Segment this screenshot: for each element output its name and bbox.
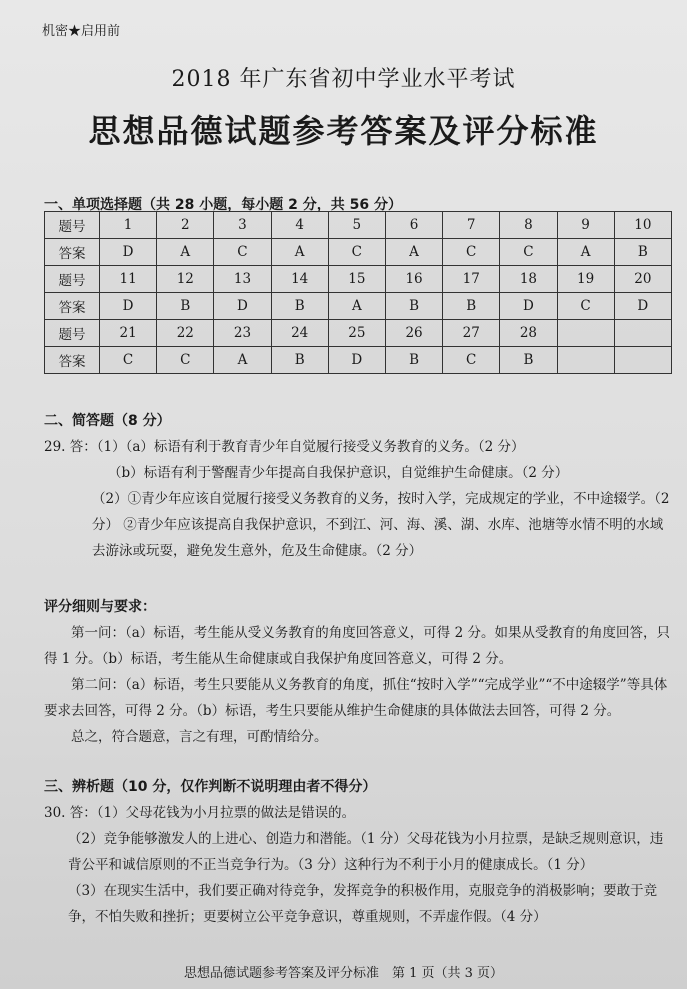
table-cell: [614, 320, 671, 347]
q29-b: （b）标语有利于警醒青少年提高自我保护意识，自觉维护生命健康。（2 分）: [108, 465, 569, 481]
table-cell: 20: [614, 266, 671, 293]
table-cell: 14: [271, 266, 328, 293]
grading-title: 评分细则与要求：: [44, 599, 156, 615]
table-cell: B: [385, 347, 442, 374]
grading-p2: 第二问：（a）标语，考生只要能从义务教育的角度，抓住“按时入学”“完成学业”“不中途辍学”等具体要求去回答，可得 2 分。（b）标语，考生只要能从维护生命健康的具体做法去回答，可得 2 分。: [44, 677, 668, 719]
section2: [44, 408, 672, 564]
section2-title: 二、简答题（8 分）: [44, 413, 171, 429]
q29-a: 29. 答：（1）（a）标语有利于教育青少年自觉履行接受义务教育的义务。（2 分）: [44, 439, 525, 455]
table-cell: 10: [614, 212, 671, 239]
table-cell: A: [385, 239, 442, 266]
table-cell: B: [443, 293, 500, 320]
table-cell: C: [443, 347, 500, 374]
page-footer: 思想品德试题参考答案及评分标准 第 1 页（共 3 页）: [183, 966, 504, 981]
table-cell: B: [271, 347, 328, 374]
table-cell: 13: [214, 266, 271, 293]
table-cell: 6: [385, 212, 442, 239]
table-row-header: 题号: [45, 212, 100, 239]
table-cell: 1: [100, 212, 157, 239]
table-row: [45, 347, 672, 374]
table-cell: 19: [557, 266, 614, 293]
table-cell: C: [557, 293, 614, 320]
table-row-header: 答案: [45, 239, 100, 266]
table-cell: 11: [100, 266, 157, 293]
table-row: [45, 266, 672, 293]
table-cell: B: [157, 293, 214, 320]
answer-table: [44, 211, 672, 374]
q30-3: （3）在现实生活中，我们要正确对待竞争，发挥竞争的积极作用，克服竞争的消极影响；要敢于竞争，不怕失败和挫折；更要树立公平竞争意识，尊重规则，不弄虚作假。（4 分）: [68, 883, 658, 925]
table-cell: D: [328, 347, 385, 374]
table-cell: D: [100, 293, 157, 320]
table-cell: C: [500, 239, 557, 266]
table-cell: [614, 347, 671, 374]
table-cell: 27: [443, 320, 500, 347]
table-cell: 17: [443, 266, 500, 293]
table-cell: B: [385, 293, 442, 320]
table-row: [45, 293, 672, 320]
table-cell: B: [614, 239, 671, 266]
table-cell: A: [271, 239, 328, 266]
table-cell: 15: [328, 266, 385, 293]
grading-p3: 总之，符合题意，言之有理，可酌情给分。: [71, 729, 328, 745]
table-cell: D: [614, 293, 671, 320]
secret-label: 机密★启用前: [42, 24, 121, 39]
table-row-header: 答案: [45, 347, 100, 374]
table-cell: C: [328, 239, 385, 266]
q30-2: （2）竞争能够激发人的上进心、创造力和潜能。（1 分）父母花钱为小月拉票，是缺乏规则意识，违背公平和诚信原则的不正当竞争行为。（3 分）这种行为不利于小月的健康成长。（1 分）: [68, 831, 664, 873]
table-cell: B: [271, 293, 328, 320]
exam-title: 2018 年广东省初中学业水平考试: [171, 67, 516, 92]
q29-c: （2）①青少年应该自觉履行接受义务教育的义务，按时入学，完成规定的学业，不中途辍学。（2 分） ②青少年应该提高自我保护意识，不到江、河、海、溪、湖、水库、池塘等水情不明的水域去游泳或玩耍，避免发生意外，危及生命健康。（2 分）: [92, 491, 670, 559]
table-cell: A: [557, 239, 614, 266]
section3-title: 三、辨析题（10 分，仅作判断不说明理由者不得分）: [44, 779, 377, 795]
table-cell: 16: [385, 266, 442, 293]
table-cell: 8: [500, 212, 557, 239]
grading-p1: 第一问：（a）标语，考生能从受义务教育的角度回答意义，可得 2 分。如果从受教育的角度回答，只得 1 分。（b）标语，考生能从生命健康或自我保护角度回答意义，可得 2 分。: [44, 625, 670, 667]
table-cell: C: [214, 239, 271, 266]
table-cell: 3: [214, 212, 271, 239]
table-cell: 4: [271, 212, 328, 239]
table-row: [45, 320, 672, 347]
table-cell: A: [214, 347, 271, 374]
table-cell: [557, 320, 614, 347]
table-cell: C: [157, 347, 214, 374]
q30-1: 30. 答：（1）父母花钱为小月拉票的做法是错误的。: [44, 805, 356, 821]
table-cell: 2: [157, 212, 214, 239]
table-row-header: 答案: [45, 293, 100, 320]
table-cell: 28: [500, 320, 557, 347]
table-row-header: 题号: [45, 320, 100, 347]
table-cell: 24: [271, 320, 328, 347]
table-cell: 23: [214, 320, 271, 347]
table-row-header: 题号: [45, 266, 100, 293]
table-cell: 26: [385, 320, 442, 347]
table-cell: 5: [328, 212, 385, 239]
table-cell: B: [500, 347, 557, 374]
table-row: [45, 212, 672, 239]
table-cell: D: [214, 293, 271, 320]
section1-title: 一、单项选择题（共 28 小题，每小题 2 分，共 56 分）: [44, 197, 402, 213]
section3: [44, 774, 672, 930]
table-cell: 18: [500, 266, 557, 293]
table-cell: A: [328, 293, 385, 320]
table-cell: 25: [328, 320, 385, 347]
table-cell: A: [157, 239, 214, 266]
table-cell: C: [100, 347, 157, 374]
table-cell: 9: [557, 212, 614, 239]
table-cell: C: [443, 239, 500, 266]
table-cell: 12: [157, 266, 214, 293]
grading-rules: [44, 594, 672, 750]
table-cell: 22: [157, 320, 214, 347]
table-row: [45, 239, 672, 266]
table-cell: D: [100, 239, 157, 266]
table-cell: D: [500, 293, 557, 320]
page-title: 思想品德试题参考答案及评分标准: [88, 112, 599, 150]
table-cell: [557, 347, 614, 374]
table-cell: 7: [443, 212, 500, 239]
table-cell: 21: [100, 320, 157, 347]
